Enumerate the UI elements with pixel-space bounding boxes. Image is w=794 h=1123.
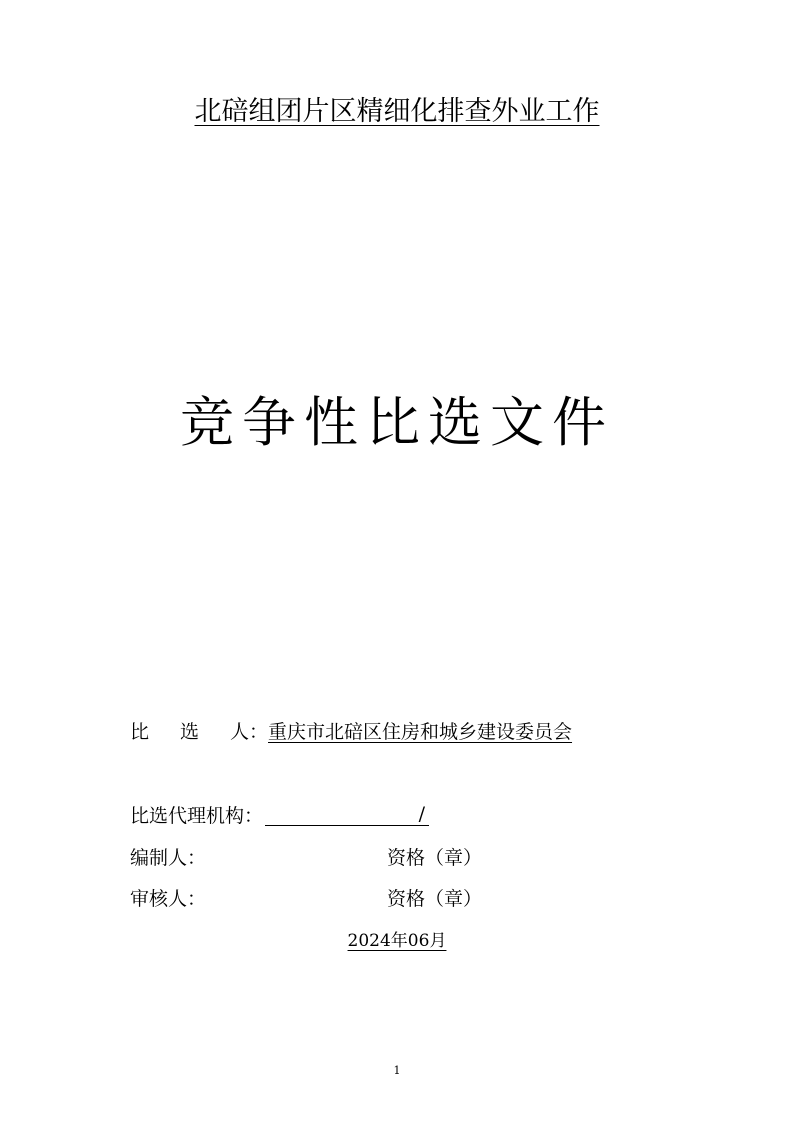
agency-label: 比选代理机构： [130,805,264,827]
project-title [0,94,794,130]
document-title: 竞争性比选文件 [180,391,614,454]
agency-value: / [265,803,429,826]
selector-label-char-3: 人： [230,721,269,743]
editor-label: 编制人： [130,847,207,869]
editor-row [130,845,483,871]
reviewer-label: 审核人： [130,888,207,910]
selector-row [130,719,572,745]
project-title-text: 北碚组团片区精细化排查外业工作 [194,96,600,127]
reviewer-qualification: 资格（章） [387,888,483,910]
page-number: 1 [393,1064,401,1077]
document-date-text: 2024年06月 [347,931,447,951]
selector-value: 重庆市北碚区住房和城乡建设委员会 [268,721,573,743]
reviewer-row [130,886,483,912]
editor-qualification: 资格（章） [387,847,483,869]
document-date [0,929,794,953]
selector-label-char-2: 选 [180,721,200,743]
agency-row [130,803,429,829]
selector-label-char-1: 比 [130,721,150,743]
